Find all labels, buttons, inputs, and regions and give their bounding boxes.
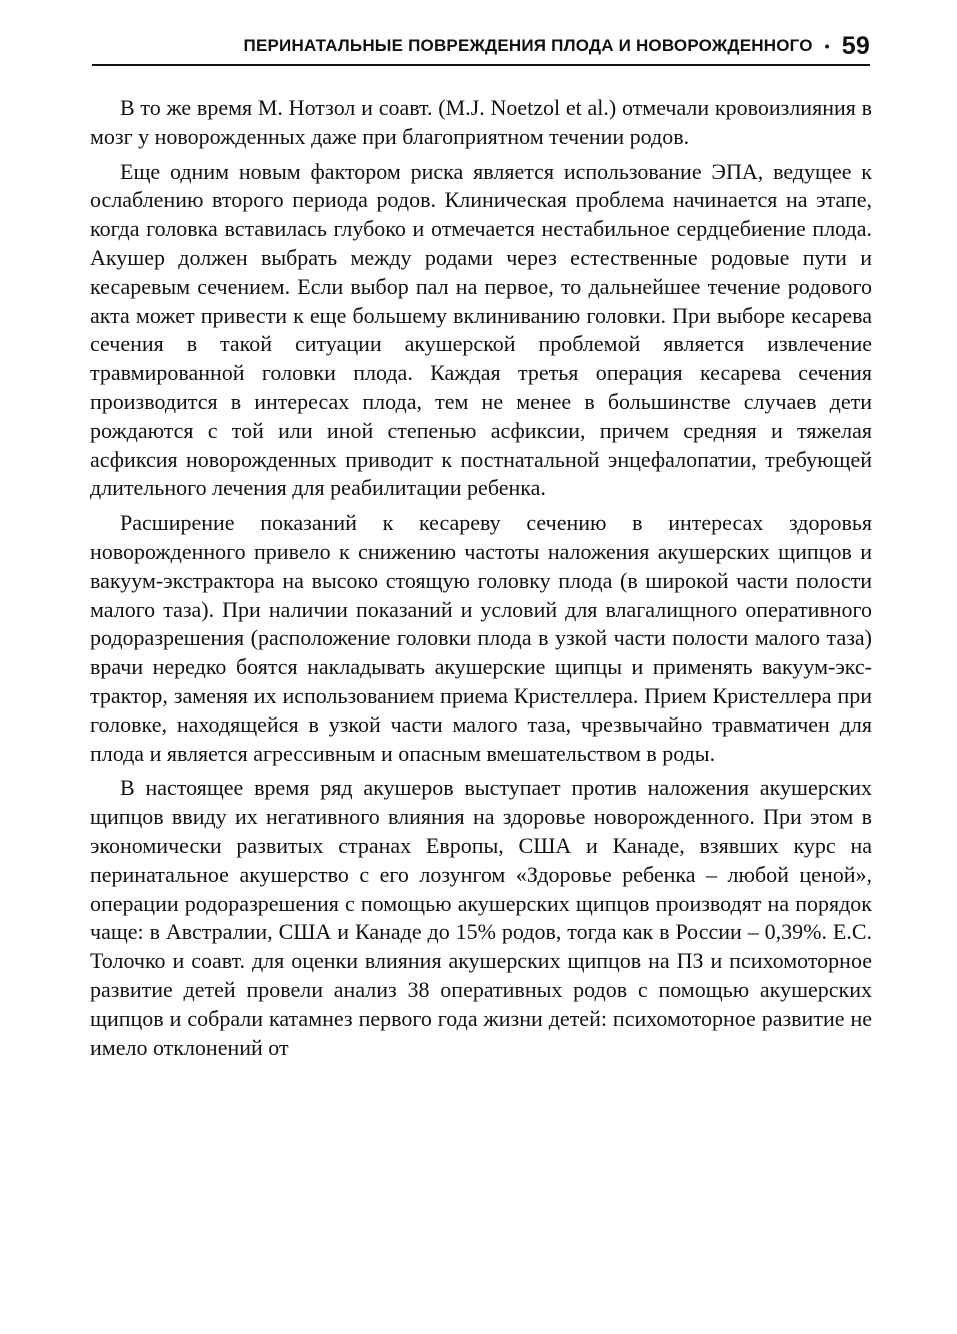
paragraph-1: В то же время М. Нотзол и соавт. (M.J. Noetzol et al.) отмечали кровоизлияния в мозг у новорожденных даже при благоприятном течении родов. [90,95,872,149]
running-head [92,30,870,62]
paragraph-4: В настоящее время ряд акушеров выступает против наложения акушерских щипцов ввиду их негативного влияния на здоровье новорожденного. При этом в экономически развитых странах Европы, США и Канаде, взявших курс на перинатальное акушерство с его лозунгом «Здоровье ребенка – любой ценой», операции родоразрешения с помощью акушерских щипцов производят на порядок чаще: в Австралии, США и Канаде до 15% родов, тогда как в России – 0,39%. Е.С. Толочко и соавт. для оценки влияния акушерских щипцов на ПЗ и психомоторное развитие детей провели анализ 38 оперативных родов с помощью акушерских щипцов и собрали катамнез первого года жизни детей: психомоторное развитие не имело отклонений от [90,775,872,1060]
page-number: 59 [841,31,870,60]
running-title: ПЕРИНАТАЛЬНЫЕ ПОВРЕЖДЕНИЯ ПЛОДА И НОВОРОЖДЕННОГО [243,36,813,55]
bullet-separator: • [824,38,830,54]
header-rule [92,64,870,66]
paragraph-3: Расширение показаний к кесареву сечению в интересах здоровья новорожденного привело к снижению частоты наложения акушерских щипцов и вакуум-экстрактора на высоко стоящую головку плода (в широкой части полости малого таза). При наличии показаний и условий для влагалищного оперативного родоразрешения (расположение головки плода в узкой части полости малого таза) врачи нередко боятся накладывать акушерские щипцы и применять вакуум-экстрактор, заменяя их использованием приема Кристеллера. Прием Кристеллера при головке, находящейся в узкой части малого таза, чрезвычайно травматичен для плода и является агрессивным и опасным вмешательством в роды. [90,510,872,766]
body-text [90,94,872,1068]
paragraph-2: Еще одним новым фактором риска является использование ЭПА, ведущее к ослаблению второго периода родов. Клиническая проблема начинается на этапе, когда головка вставилась глубоко и отмечается нестабильное сердцебиение плода. Акушер должен выбрать между родами через естественные родовые пути и кесаревым сечением. Если выбор пал на первое, то дальнейшее течение родового акта может привести к еще большему вклиниванию головки. При выборе кесарева сечения в такой ситуации акушерской проблемой является извлечение травмированной головки плода. Каждая третья операция кесарева сечения производится в интересах плода, тем не менее в большинстве случаев дети рождаются с той или иной степенью асфиксии, причем средняя и тяжелая асфиксия новорожденных приводит к постнатальной энцефалопатии, требующей длительного лечения для реабилитации ребенка. [90,158,872,501]
